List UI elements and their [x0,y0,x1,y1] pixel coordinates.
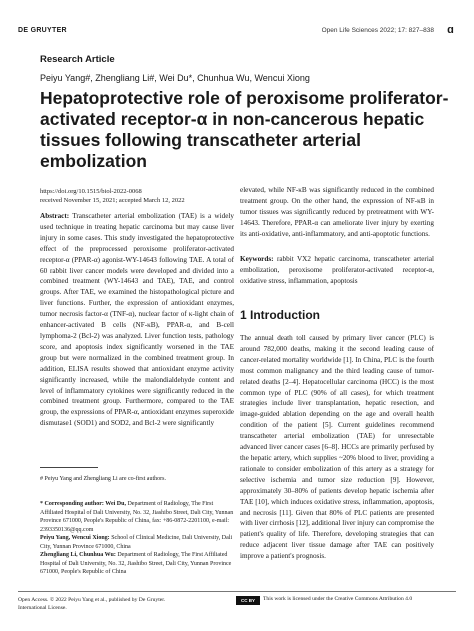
footer-copyright-line-2: International License. [18,605,67,611]
doi-link[interactable]: https://doi.org/10.1515/biol-2022-0068 [40,188,142,195]
footer-license-text: This work is licensed under the Creative Commons Attribution 4.0 [263,596,413,602]
footnote-divider [40,467,98,468]
keywords-text: rabbit VX2 hepatic carcinoma, transcatheter arterial embolization, peroxisome proliferator-activated receptor-α, oxidative stress, inflammation, apoptosis [240,255,435,285]
affiliation-3-label: Zhengliang Li, Chunhua Wu: [40,552,116,558]
article-title: Hepatoprotective role of peroxisome proliferator-activated receptor-α in non-cancerous hepatic tissues following transcatheter arterial embolization [40,88,449,171]
affiliation-3-text: Department of Radiology, The First Affiliated Hospital of Dali University, No. 32, Jiashibo Street, Dali City, Yunnan Province 671000, People's Republic of China [40,552,232,575]
abstract-continuation: elevated, while NF-κB was significantly reduced in the combined treatment group. On the other hand, the expression of NF-κB in tumor tissues was significantly reduced by pretreatment with WY-14643. Therefore, PPAR-α can ameliorate liver injury by exerting its anti-oxidative, anti-inflammatory, and anti-apoptotic functions. [240,186,434,238]
journal-reference: Open Life Sciences 2022; 17: 827–838 [321,27,434,34]
equal-contribution-note: # Peiyu Yang and Zhengliang Li are co-first authors. [40,476,166,482]
keywords [240,254,434,287]
affiliation-note-2 [40,534,234,551]
introduction-body: The annual death toll caused by primary liver cancer (PLC) is around 782,000 deaths, making it the second leading cause of cancer-related mortality worldwide [1]. In China, PLC is the fourth most common malignancy and the third leading cause of tumor-related deaths [2–4]. Hepatocellular carcinoma (HCC) is the most common type of PLC (90% of all cases), for which treatment strategies include liver transplantation, hepatic resection, and image-guided ablation depending on the age and overall health condition of the patient [5]. Current guidelines recommend transcatheter arterial embolization (TAE) for unresectable advanced liver cancer cases [6–8]. HCCs are primarily perfused by the hepatic artery, which supplies ~20% blood to liver, providing a rationale to consider embolization of this artery as a strategy for selective ischemia and tumor size reduction [9]. However, approximately 30–80% of patients develop hepatic ischemia after TAE [10], which induces oxidative stress, inflammation, apoptosis, and necrosis [11]. Given that 80% of PLC patients are presented with liver cirrhosis [12], additional liver injury can compromise the patient's quality of life. Therefore, developing strategies that can reduce adjacent liver tissue damage after TAE can positively improve a patient's prognosis. [240,334,435,561]
cc-by-license-icon: CC BY [236,596,260,605]
footer-divider [18,591,456,592]
abstract [40,211,234,429]
open-access-icon: ɑ [447,24,454,36]
article-type: Research Article [40,54,115,65]
affiliation-2-label: Peiyu Yang, Wencui Xiong: [40,535,110,541]
received-accepted-dates: received November 15, 2021; accepted March 12, 2022 [40,197,185,204]
publisher-name: DE GRUYTER [18,27,67,34]
corresponding-author-note [40,500,234,534]
corresponding-author-text: Department of Radiology, The First Affiliated Hospital of Dali University, No. 32, Jiashibo Street, Dali City, Yunnan Province 671000, People's Republic of China, fax: +86-0872-2201100, e-mail: 2393350136@qq.com [40,501,234,533]
footer-copyright [18,596,165,612]
abstract-text: Transcatheter arterial embolization (TAE) is a widely used technique in treating hepatic carcinoma but may cause liver injury in some cases. This study investigated the hepatoprotective effect of the preprocessed peroxisome proliferator-activated receptor-α (PPAR-α) agonist-WY-14643 following TAE. A total of 60 rabbit liver cancer models were developed and divided into a combined treatment (WY-14643 and TAE), TAE, and control groups. After TAE, we examined the histopathological picture and liver functions. Further, the expression of antioxidant enzymes, tumor necrosis factor-α (TNF-α), nuclear factor of κ-light chain of enhancer-activated B cells (NF-κB), PPAR-α, and B-cell lymphoma-2 (Bcl-2) was analyzed. Liver function tests, pathology score, and apoptosis index significantly worsened in the TAE group but were normalized in the combined treatment group. In addition, ELISA results showed that antioxidant enzyme activity significantly increased, while the malondialdehyde content and level of inflammatory cytokines were significantly reduced in the combined treatment group. Furthermore, compared to the TAE group, the expressions of PPAR-α, antioxidant enzymes superoxide dismutase1 (SOD1) and SOD2, and Bcl-2 were significantly [40,212,234,428]
author-list: Peiyu Yang#, Zhengliang Li#, Wei Du*, Chunhua Wu, Wencui Xiong [40,73,310,83]
footer-copyright-line-1: Open Access. © 2022 Peiyu Yang et al., published by De Gruyter. [18,597,166,603]
keywords-label: Keywords: [240,255,274,263]
corresponding-author-label: * Corresponding author: Wei Du, [40,501,126,507]
correspondence-affiliations [40,500,234,577]
affiliation-2-text: School of Clinical Medicine, Dali University, Dali City, Yunnan Province 671000, China [40,535,233,550]
abstract-label: Abstract: [40,212,70,220]
affiliation-note-3 [40,551,234,577]
section-heading: 1 Introduction [240,308,320,322]
